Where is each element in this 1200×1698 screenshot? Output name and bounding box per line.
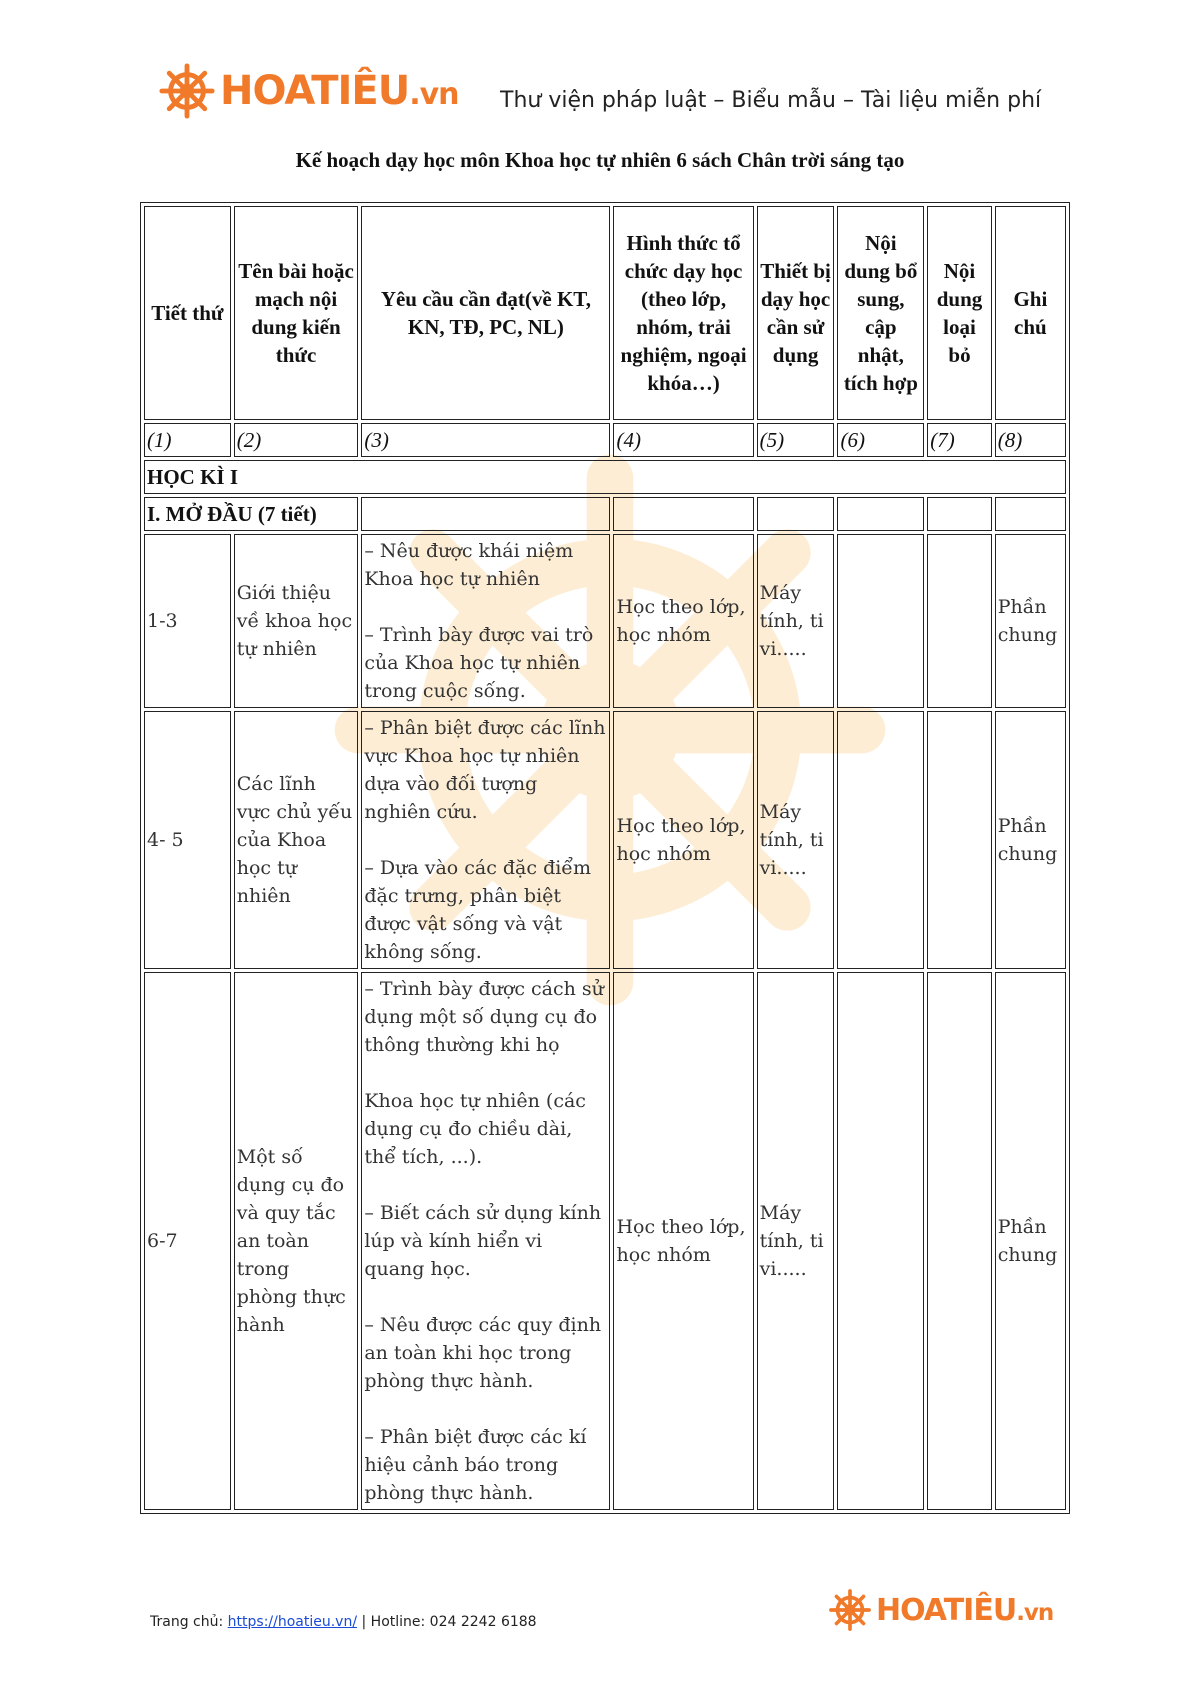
supplement-cell (837, 711, 924, 969)
form-cell: Học theo lớp, học nhóm (613, 534, 753, 708)
column-number: (1) (144, 423, 231, 457)
table-row (144, 972, 1066, 1510)
col-header: Thiết bị dạy học cần sử dụng (757, 206, 835, 420)
equipment-cell: Máy tính, ti vi..... (757, 972, 835, 1510)
footer-separator: | (361, 1614, 367, 1630)
section-row (144, 497, 1066, 531)
ship-wheel-icon (158, 62, 216, 120)
home-link[interactable]: https://hoatieu.vn/ (227, 1614, 358, 1630)
lesson-cell: Giới thiệu về khoa học tự nhiên (234, 534, 359, 708)
column-number: (4) (613, 423, 753, 457)
brand-name: HOATIÊU.vn (220, 68, 459, 114)
form-cell: Học theo lớp, học nhóm (613, 972, 753, 1510)
lesson-cell: Các lĩnh vực chủ yếu của Khoa học tự nhiên (234, 711, 359, 969)
lesson-cell: Một số dụng cụ đo và quy tắc an toàn trong phòng thực hành (234, 972, 359, 1510)
requirements-cell (361, 972, 610, 1510)
requirements-cell (361, 711, 610, 969)
col-header: Yêu cầu cần đạt(về KT, KN, TĐ, PC, NL) (361, 206, 610, 420)
column-number: (2) (234, 423, 359, 457)
form-cell: Học theo lớp, học nhóm (613, 711, 753, 969)
ship-wheel-icon (828, 1588, 872, 1632)
note-cell: Phần chung (995, 972, 1066, 1510)
col-header: Tiết thứ (144, 206, 231, 420)
column-number-row (144, 423, 1066, 457)
page-footer (150, 1614, 537, 1630)
table-row (144, 711, 1066, 969)
col-header: Nội dung bổ sung, cập nhật, tích hợp (837, 206, 924, 420)
column-number: (6) (837, 423, 924, 457)
period-cell: 6-7 (144, 972, 231, 1510)
home-label: Trang chủ: (150, 1614, 224, 1630)
col-header: Ghi chú (995, 206, 1066, 420)
requirement-item: – Nêu được các quy định an toàn khi học trong phòng thực hành. (364, 1314, 602, 1392)
equipment-cell: Máy tính, ti vi..... (757, 534, 835, 708)
column-number: (7) (927, 423, 992, 457)
semester-label: HỌC KÌ I (144, 460, 1066, 494)
column-number: (3) (361, 423, 610, 457)
section-label: I. MỞ ĐẦU (7 tiết) (144, 497, 358, 531)
semester-row (144, 460, 1066, 494)
col-header: Hình thức tổ chức dạy học (theo lớp, nhóm, trải nghiệm, ngoại khóa…) (613, 206, 753, 420)
teaching-plan-table (140, 202, 1070, 1514)
brand-logo[interactable] (158, 62, 459, 120)
equipment-cell: Máy tính, ti vi..... (757, 711, 835, 969)
table-row (144, 534, 1066, 708)
period-cell: 4- 5 (144, 711, 231, 969)
hotline-label: Hotline: 024 2242 6188 (370, 1614, 537, 1630)
requirement-item: – Phân biệt được các lĩnh vực Khoa học tự nhiên dựa vào đối tượng nghiên cứu. (364, 717, 606, 823)
requirement-item: – Phân biệt được các kí hiệu cảnh báo trong phòng thực hành. (364, 1426, 587, 1504)
period-cell: 1-3 (144, 534, 231, 708)
note-cell: Phần chung (995, 534, 1066, 708)
removed-cell (927, 534, 992, 708)
document-title: Kế hoạch dạy học môn Khoa học tự nhiên 6 sách Chân trời sáng tạo (295, 148, 905, 172)
column-number: (5) (757, 423, 835, 457)
column-number: (8) (995, 423, 1066, 457)
requirement-item: – Trình bày được vai trò của Khoa học tự nhiên trong cuộc sống. (364, 624, 594, 702)
requirement-item: – Dựa vào các đặc điểm đặc trưng, phân biệt được vật sống và vật không sống. (364, 857, 592, 963)
header-row (144, 206, 1066, 420)
note-cell: Phần chung (995, 711, 1066, 969)
brand-name: HOATIÊU.vn (876, 1592, 1054, 1628)
header-tagline: Thư viện pháp luật – Biểu mẫu – Tài liệu miễn phí (500, 88, 1042, 113)
requirements-cell (361, 534, 610, 708)
removed-cell (927, 972, 992, 1510)
requirement-item: – Biết cách sử dụng kính lúp và kính hiển vi quang học. (364, 1202, 602, 1280)
supplement-cell (837, 972, 924, 1510)
page-header (158, 58, 1078, 128)
requirement-item: Khoa học tự nhiên (các dụng cụ đo chiều dài, thể tích, ...). (364, 1090, 586, 1168)
col-header: Tên bài hoặc mạch nội dung kiến thức (234, 206, 359, 420)
requirement-item: – Trình bày được cách sử dụng một số dụng cụ đo thông thường khi họ (364, 978, 604, 1056)
requirement-item: – Nêu được khái niệm Khoa học tự nhiên (364, 540, 574, 590)
supplement-cell (837, 534, 924, 708)
removed-cell (927, 711, 992, 969)
col-header: Nội dung loại bỏ (927, 206, 992, 420)
footer-brand-logo[interactable] (828, 1588, 1053, 1632)
